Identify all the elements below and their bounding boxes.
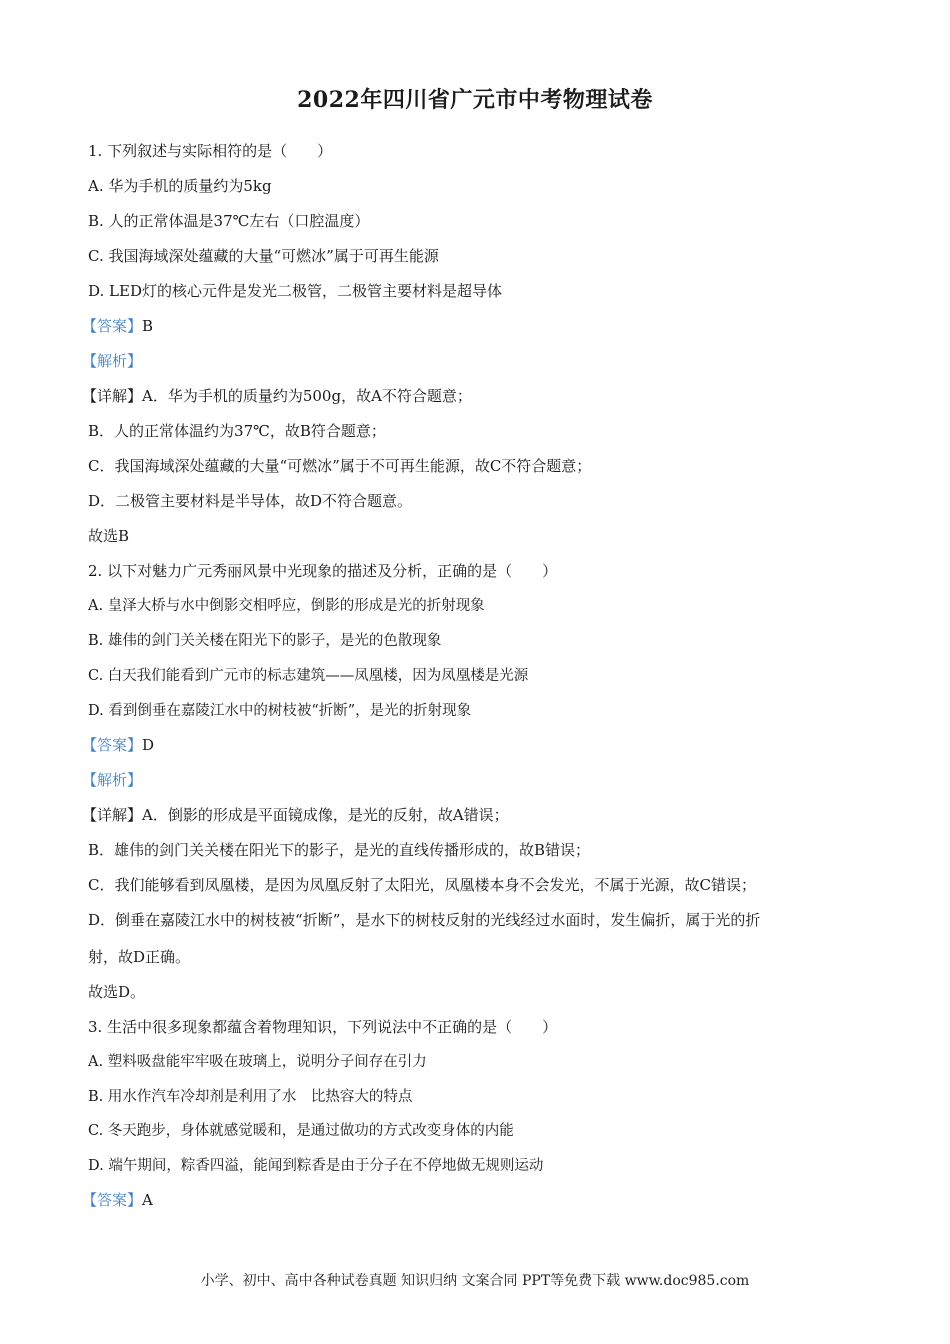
- q3-option-b: B. 用水作汽车冷却剂是利用了水 比热容大的特点: [88, 1089, 413, 1105]
- page-footer: 小学、初中、高中各种试卷真题 知识归纳 文案合同 PPT等免费下载 www.doc985.com: [200, 1273, 750, 1289]
- detail-tag: 【详解】: [82, 806, 143, 824]
- q1-detail-line: [82, 386, 472, 406]
- q2-analysis-tag: 【解析】: [82, 771, 143, 789]
- q3-stem: 3. 生活中很多现象都蕴含着物理知识，下列说法中不正确的是（ ）: [88, 1018, 558, 1036]
- answer-tag: 【答案】: [82, 736, 143, 754]
- answer-value: D: [142, 736, 155, 754]
- q1-option-b: B. 人的正常体温是37℃左右（口腔温度）: [88, 212, 370, 230]
- q1-detail-c: C．我国海域深处蕴藏的大量“可燃冰”属于不可再生能源，故C不符合题意；: [88, 457, 592, 475]
- q1-analysis-tag: 【解析】: [82, 352, 143, 370]
- q2-stem: 2. 以下对魅力广元秀丽风景中光现象的描述及分析，正确的是（ ）: [88, 562, 558, 580]
- q2-option-a: A. 皇泽大桥与水中倒影交相呼应，倒影的形成是光的折射现象: [88, 598, 485, 614]
- q3-answer: [82, 1190, 153, 1210]
- q1-conclusion: 故选B: [88, 527, 130, 545]
- q2-answer: [82, 735, 154, 755]
- answer-value: A: [142, 1191, 153, 1209]
- answer-tag: 【答案】: [82, 1191, 143, 1209]
- q1-option-a: A. 华为手机的质量约为5kg: [88, 177, 272, 195]
- q2-detail-d-cont: 射，故D正确。: [88, 948, 191, 966]
- detail-text: A．华为手机的质量约为500g，故A不符合题意；: [142, 387, 472, 405]
- q1-stem: 1. 下列叙述与实际相符的是（ ）: [88, 142, 333, 160]
- detail-tag: 【详解】: [82, 387, 143, 405]
- q2-detail-line: [82, 805, 509, 825]
- q3-option-a: A. 塑料吸盘能牢牢吸在玻璃上，说明分子间存在引力: [88, 1054, 427, 1070]
- q2-detail-b: B．雄伟的剑门关关楼在阳光下的影子，是光的直线传播形成的，故B错误；: [88, 841, 591, 859]
- q1-answer: [82, 316, 153, 336]
- detail-text: A．倒影的形成是平面镜成像，是光的反射，故A错误；: [142, 806, 509, 824]
- q3-option-c: C. 冬天跑步，身体就感觉暖和，是通过做功的方式改变身体的内能: [88, 1123, 514, 1139]
- q1-detail-b: B．人的正常体温约为37℃，故B符合题意；: [88, 422, 386, 440]
- q2-option-b: B. 雄伟的剑门关关楼在阳光下的影子，是光的色散现象: [88, 633, 442, 649]
- q3-option-d: D. 端午期间，粽香四溢，能闻到粽香是由于分子在不停地做无规则运动: [88, 1158, 544, 1174]
- q2-detail-d: D．倒垂在嘉陵江水中的树枝被“折断”，是水下的树枝反射的光线经过水面时，发生偏折，属于光的折: [88, 911, 761, 929]
- q2-option-d: D. 看到倒垂在嘉陵江水中的树枝被“折断”，是光的折射现象: [88, 703, 472, 719]
- q2-option-c: C. 白天我们能看到广元市的标志建筑——凤凰楼，因为凤凰楼是光源: [88, 668, 529, 684]
- q1-option-c: C. 我国海域深处蕴藏的大量“可燃冰”属于可再生能源: [88, 247, 439, 265]
- q2-conclusion: 故选D。: [88, 983, 146, 1001]
- q2-detail-c: C．我们能够看到凤凰楼，是因为凤凰反射了太阳光，凤凰楼本身不会发光，不属于光源，故C错误；: [88, 876, 756, 894]
- q1-option-d: D. LED灯的核心元件是发光二极管，二极管主要材料是超导体: [88, 282, 502, 300]
- answer-value: B: [142, 317, 154, 335]
- answer-tag: 【答案】: [82, 317, 143, 335]
- page-title: 2022年四川省广元市中考物理试卷: [297, 87, 653, 113]
- q1-detail-d: D．二极管主要材料是半导体，故D不符合题意。: [88, 492, 413, 510]
